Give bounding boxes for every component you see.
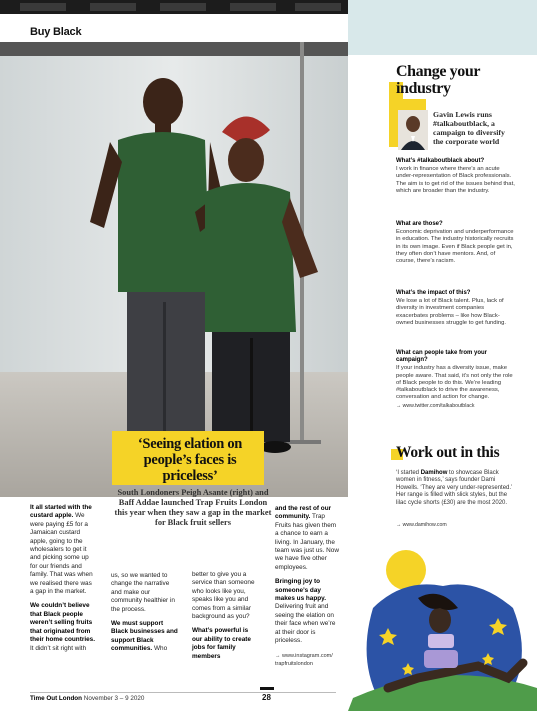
standfirst: South Londoners Peigh Asante (right) and Baff Addae launched Trap Fruits London this year when they saw a gap in the market for Black fruit sellers bbox=[114, 488, 272, 527]
work-out-text-start: ‘I started bbox=[396, 470, 421, 476]
pull-quote bbox=[112, 431, 264, 485]
qa-question: What’s the impact of this? bbox=[396, 290, 471, 296]
body-text: We were paying £5 for a Jamaican custard apple, going to the wholesalers to get it and picking some up for our friends and family. That was when we realised there was a gap in the market. bbox=[30, 512, 93, 596]
qa-answer: If your industry has a diversity issue, make people aware. That said, it’s not only the role of Black people to do this. We’re leading #talkaboutblack to drive the awareness, conversation and action for change. bbox=[396, 365, 513, 401]
damihow-link[interactable]: → www.damihow.com bbox=[396, 522, 447, 528]
page-number-bar bbox=[260, 687, 274, 690]
window-shape bbox=[295, 3, 341, 11]
qa-question: What’s #talkaboutblack about? bbox=[396, 158, 485, 164]
sidebar-intro: Gavin Lewis runs #talkaboutblack, a campaign to diversify the corporate world bbox=[433, 110, 505, 146]
qa-answer: I work in finance where there’s an acute under-representation of Black professionals. The aim is to get rid of the issues behind that, which are broader than the industry. bbox=[396, 166, 515, 194]
work-out-title: Work out in this bbox=[396, 444, 500, 461]
qa-question: What are those? bbox=[396, 221, 443, 227]
publication-name: Time Out London bbox=[30, 695, 83, 702]
lead-text: It all started with the custard apple. bbox=[30, 504, 92, 520]
top-bar bbox=[0, 0, 348, 14]
gavin-lewis-portrait bbox=[398, 110, 428, 150]
sidebar-title: Change your industry bbox=[396, 63, 480, 97]
page-number: 28 bbox=[262, 693, 271, 702]
window-shape bbox=[160, 3, 206, 11]
qa-answer: We lose a lot of Black talent. Plus, lack of diversity in investment companies exacerbates problems – like how Black-owned businesses struggle to get funding. bbox=[396, 298, 507, 326]
work-out-text-end: to showcase Black women in fitness,’ says founder Dami Howells. ‘They are very under-represented.’ Her range is filled with slick styles, but the lilac cycle shorts (£30) are the most 2020. bbox=[396, 470, 513, 506]
body-column-1 bbox=[30, 504, 96, 659]
qa-block bbox=[396, 290, 516, 327]
window-shape bbox=[230, 3, 276, 11]
body-text: Delivering fruit and seeing the elation on their face when we’re at their door is priceless. bbox=[275, 603, 336, 645]
window-shape bbox=[90, 3, 136, 11]
lead-text: We couldn’t believe that Black people weren’t selling fruits that originated from their home countries. bbox=[30, 602, 95, 644]
section-label bbox=[0, 22, 348, 42]
instagram-link[interactable]: → www.instagram.com/ trapfruitslondon bbox=[275, 652, 333, 667]
lead-text: We must support Black businesses and support Black communities. bbox=[111, 620, 178, 653]
window-shape bbox=[20, 3, 66, 11]
brand-name: Damihow bbox=[420, 470, 448, 476]
body-column-2 bbox=[111, 572, 181, 660]
body-text: better to give you a service than someone who looks like you, speaks like you and comes from a similar background as you? bbox=[192, 571, 255, 621]
work-out-text bbox=[396, 470, 518, 507]
lead-text: Bringing joy to someone’s day makes us happy. bbox=[275, 578, 327, 603]
footer-publication bbox=[30, 695, 144, 702]
qa-answer: Economic deprivation and underperformance in education. The industry historically recruits in its own image. Even if Black people get in, they often don’t have mentors. And, of course, there’s racism. bbox=[396, 229, 514, 265]
founders-photo bbox=[0, 42, 348, 497]
footer-rule bbox=[30, 692, 336, 693]
qa-block bbox=[396, 350, 516, 411]
issue-dates: November 3 – 9 2020 bbox=[82, 695, 145, 702]
fitness-illustration bbox=[348, 538, 537, 711]
section-label-text: Buy Black bbox=[30, 26, 82, 38]
twitter-link[interactable]: → www.twitter.com/talkaboutblack bbox=[396, 403, 475, 410]
pull-quote-text: ‘Seeing elation on people’s faces is priceless’ bbox=[137, 436, 243, 484]
qa-block bbox=[396, 221, 516, 265]
body-text: It didn’t sit right with bbox=[30, 644, 87, 652]
body-text: Who bbox=[152, 645, 168, 653]
lead-text: What’s powerful is our ability to create jobs for family members bbox=[192, 627, 251, 660]
sidebar-top-tint bbox=[348, 0, 537, 55]
qa-block bbox=[396, 158, 516, 195]
body-text: Trap Fruits has given them a chance to earn a living. In January, the team was just us. Now we have five other employees. bbox=[275, 513, 339, 571]
qa-question: What can people take from your campaign? bbox=[396, 350, 488, 364]
body-column-3 bbox=[192, 571, 260, 667]
body-text: us, so we wanted to change the narrative and make our community healthier in the process. bbox=[111, 572, 175, 613]
body-column-4 bbox=[275, 505, 339, 668]
lead-text: and the rest of our community. bbox=[275, 505, 332, 521]
